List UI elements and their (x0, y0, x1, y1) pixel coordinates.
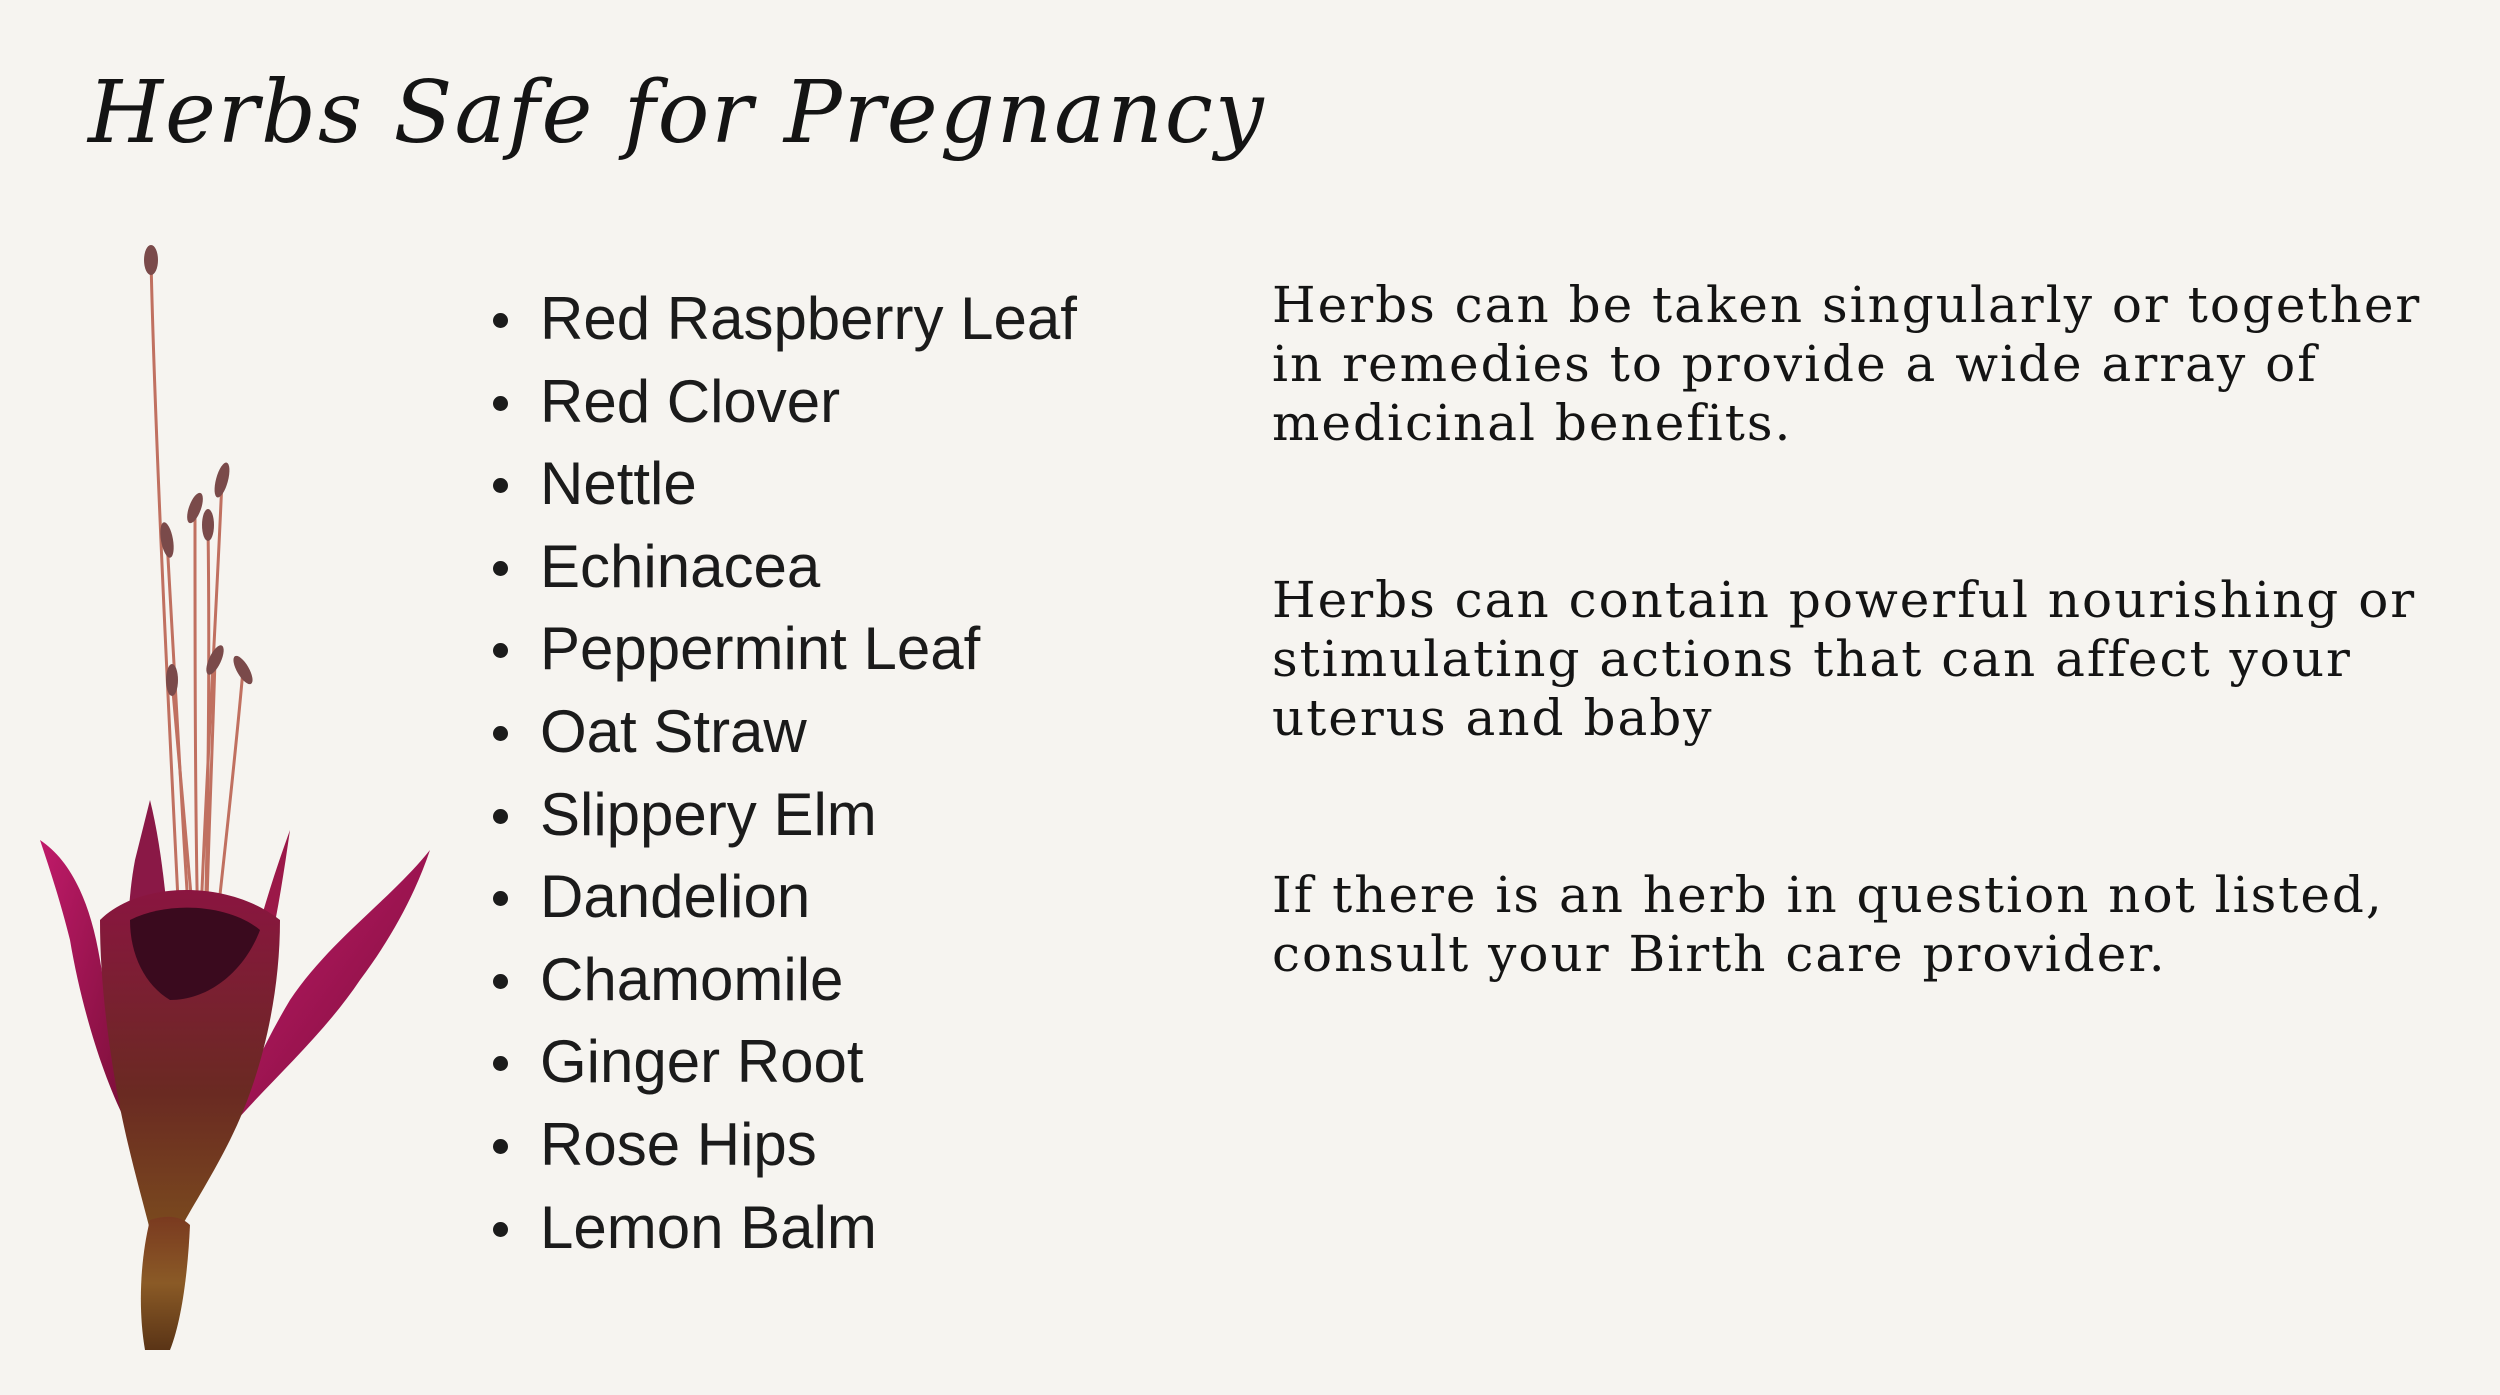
list-item: Echinacea (490, 526, 1077, 609)
herb-list (490, 278, 1077, 1269)
paragraph-actions: Herbs can contain powerful nourishing or stimulating actions that can affect your uterus and baby (1272, 571, 2417, 747)
list-item: Ginger Root (490, 1021, 1077, 1104)
list-item: Red Clover (490, 361, 1077, 444)
list-item: Red Raspberry Leaf (490, 278, 1077, 361)
list-item: Chamomile (490, 939, 1077, 1022)
page-title: Herbs Safe for Pregnancy (88, 63, 1266, 163)
list-item: Oat Straw (490, 691, 1077, 774)
list-item: Lemon Balm (490, 1187, 1077, 1270)
list-item: Slippery Elm (490, 774, 1077, 857)
paragraph-consult: If there is an herb in question not listed, consult your Birth care provider. (1272, 866, 2384, 983)
list-item: Rose Hips (490, 1104, 1077, 1187)
list-item: Dandelion (490, 856, 1077, 939)
fuchsia-flower-image (30, 240, 450, 1360)
list-item: Peppermint Leaf (490, 608, 1077, 691)
list-item: Nettle (490, 443, 1077, 526)
paragraph-remedies: Herbs can be taken singularly or together in remedies to provide a wide array of medicinal benefits. (1272, 276, 2422, 452)
